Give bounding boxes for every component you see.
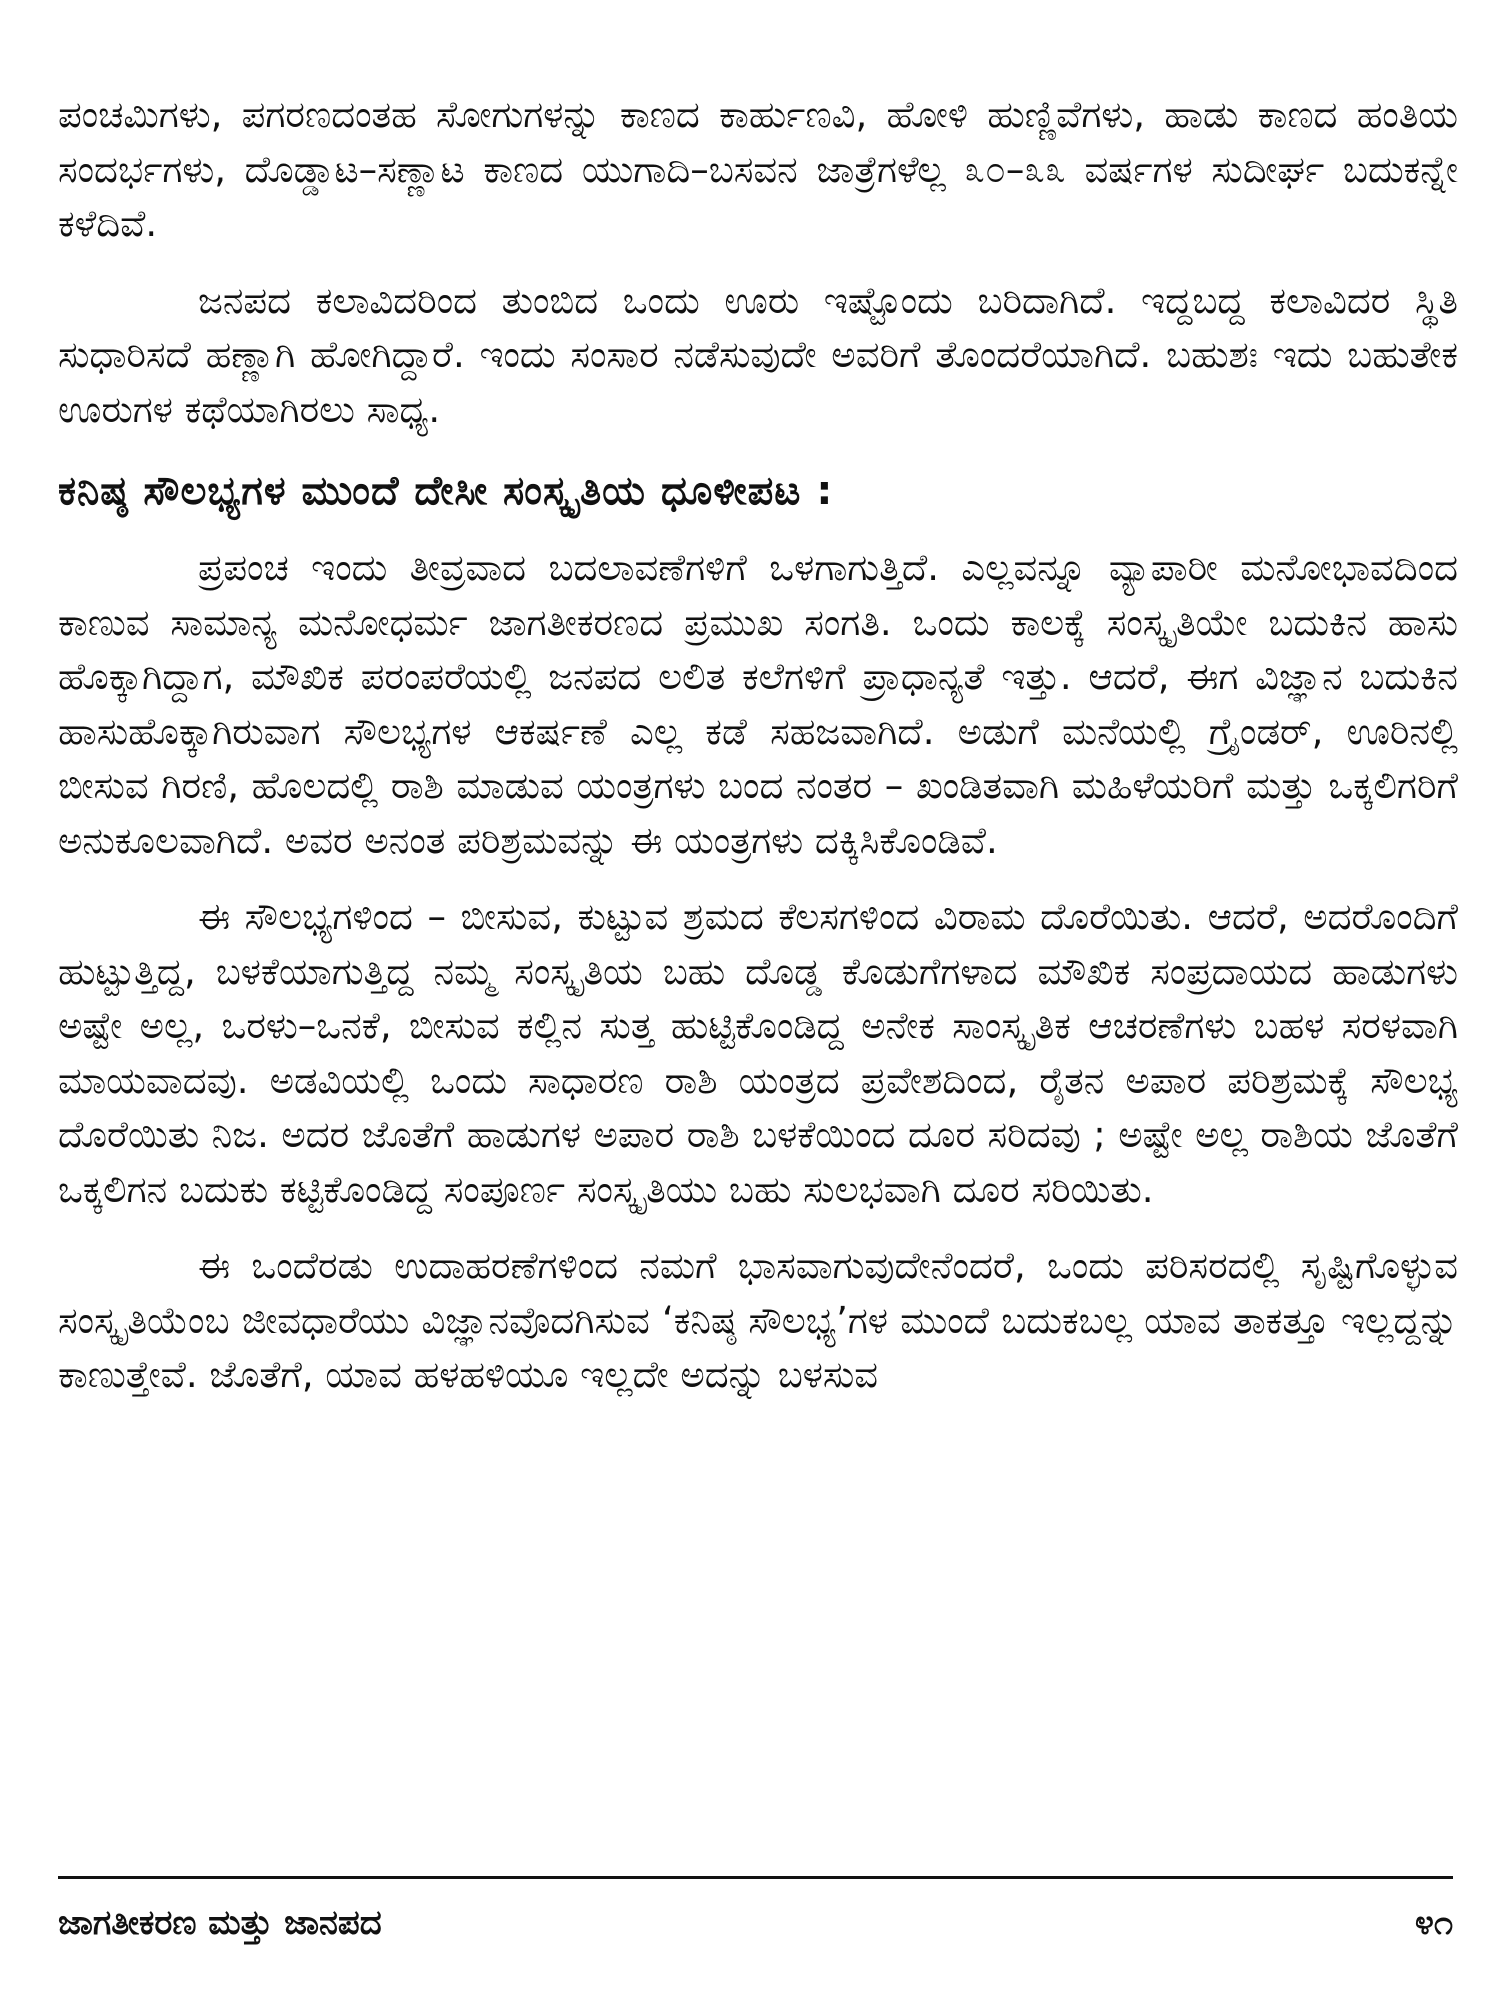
page-body: [58, 88, 1458, 1908]
paragraph-3: ಪ್ರಪಂಚ ಇಂದು ತೀವ್ರವಾದ ಬದಲಾವಣೆಗಳಿಗೆ ಒಳಗಾಗುತ್ತಿದೆ. ಎಲ್ಲವನ್ನೂ ವ್ಯಾಪಾರೀ ಮನೋಭಾವದಿಂದ ಕಾಣುವ ಸಾಮಾನ್ಯ ಮನೋಧರ್ಮ ಜಾಗತೀಕರಣದ ಪ್ರಮುಖ ಸಂಗತಿ. ಒಂದು ಕಾಲಕ್ಕೆ ಸಂಸ್ಕೃತಿಯೇ ಬದುಕಿನ ಹಾಸು ಹೊಕ್ಕಾಗಿದ್ದಾಗ, ಮೌಖಿಕ ಪರಂಪರೆಯಲ್ಲಿ ಜನಪದ ಲಲಿತ ಕಲೆಗಳಿಗೆ ಪ್ರಾಧಾನ್ಯತೆ ಇತ್ತು. ಆದರೆ, ಈಗ ವಿಜ್ಞಾನ ಬದುಕಿನ ಹಾಸುಹೊಕ್ಕಾಗಿರುವಾಗ ಸೌಲಭ್ಯಗಳ ಆಕರ್ಷಣೆ ಎಲ್ಲ ಕಡೆ ಸಹಜವಾಗಿದೆ. ಅಡುಗೆ ಮನೆಯಲ್ಲಿ ಗ್ರೈಂಡರ್, ಊರಿನಲ್ಲಿ ಬೀಸುವ ಗಿರಣಿ, ಹೊಲದಲ್ಲಿ ರಾಶಿ ಮಾಡುವ ಯಂತ್ರಗಳು ಬಂದ ನಂತರ – ಖಂಡಿತವಾಗಿ ಮಹಿಳೆಯರಿಗೆ ಮತ್ತು ಒಕ್ಕಲಿಗರಿಗೆ ಅನುಕೂಲವಾಗಿದೆ. ಅವರ ಅನಂತ ಪರಿಶ್ರಮವನ್ನು ಈ ಯಂತ್ರಗಳು ದಕ್ಕಿಸಿಕೊಂಡಿವೆ.: [58, 546, 1458, 862]
page-footer: [58, 1898, 1453, 1948]
page-number: ೪೧: [1414, 1903, 1453, 1943]
paragraph-1: ಪಂಚಮಿಗಳು, ಪಗರಣದಂತಹ ಸೋಗುಗಳನ್ನು ಕಾಣದ ಕಾರ್ಹುಣವಿ, ಹೋಳಿ ಹುಣ್ಣಿವೆಗಳು, ಹಾಡು ಕಾಣದ ಹಂತಿಯ ಸಂದರ್ಭಗಳು, ದೊಡ್ಡಾಟ–ಸಣ್ಣಾಟ ಕಾಣದ ಯುಗಾದಿ–ಬಸವನ ಜಾತ್ರೆಗಳೆಲ್ಲ ೩೦–೩೩ ವರ್ಷಗಳ ಸುದೀರ್ಘ ಬದುಕನ್ನೇ ಕಳೆದಿವೆ.: [58, 93, 1458, 245]
paragraph-5: ಈ ಒಂದೆರಡು ಉದಾಹರಣೆಗಳಿಂದ ನಮಗೆ ಭಾಸವಾಗುವುದೇನೆಂದರೆ, ಒಂದು ಪರಿಸರದಲ್ಲಿ ಸೃಷ್ಟಿಗೊಳ್ಳುವ ಸಂಸ್ಕೃತಿಯೆಂಬ ಜೀವಧಾರೆಯು ವಿಜ್ಞಾನವೊದಗಿಸುವ ‘ಕನಿಷ್ಠ ಸೌಲಭ್ಯ’ಗಳ ಮುಂದೆ ಬದುಕಬಲ್ಲ ಯಾವ ತಾಕತ್ತೂ ಇಲ್ಲದ್ದನ್ನು ಕಾಣುತ್ತೇವೆ. ಜೊತೆಗೆ, ಯಾವ ಹಳಹಳಿಯೂ ಇಲ್ಲದೇ ಅದನ್ನು ಬಳಸುವ: [58, 1244, 1458, 1396]
paragraph-4: ಈ ಸೌಲಭ್ಯಗಳಿಂದ – ಬೀಸುವ, ಕುಟ್ಟುವ ಶ್ರಮದ ಕೆಲಸಗಳಿಂದ ವಿರಾಮ ದೊರೆಯಿತು. ಆದರೆ, ಅದರೊಂದಿಗೆ ಹುಟ್ಟುತ್ತಿದ್ದ, ಬಳಕೆಯಾಗುತ್ತಿದ್ದ ನಮ್ಮ ಸಂಸ್ಕೃತಿಯ ಬಹು ದೊಡ್ಡ ಕೊಡುಗೆಗಳಾದ ಮೌಖಿಕ ಸಂಪ್ರದಾಯದ ಹಾಡುಗಳು ಅಷ್ಟೇ ಅಲ್ಲ, ಒರಳು–ಒನಕೆ, ಬೀಸುವ ಕಲ್ಲಿನ ಸುತ್ತ ಹುಟ್ಟಿಕೊಂಡಿದ್ದ ಅನೇಕ ಸಾಂಸ್ಕೃತಿಕ ಆಚರಣೆಗಳು ಬಹಳ ಸರಳವಾಗಿ ಮಾಯವಾದವು. ಅಡವಿಯಲ್ಲಿ ಒಂದು ಸಾಧಾರಣ ರಾಶಿ ಯಂತ್ರದ ಪ್ರವೇಶದಿಂದ, ರೈತನ ಅಪಾರ ಪರಿಶ್ರಮಕ್ಕೆ ಸೌಲಭ್ಯ ದೊರೆಯಿತು ನಿಜ. ಅದರ ಜೊತೆಗೆ ಹಾಡುಗಳ ಅಪಾರ ರಾಶಿ ಬಳಕೆಯಿಂದ ದೂರ ಸರಿದವು ; ಅಷ್ಟೇ ಅಲ್ಲ ರಾಶಿಯ ಜೊತೆಗೆ ಒಕ್ಕಲಿಗನ ಬದುಕು ಕಟ್ಟಿಕೊಂಡಿದ್ದ ಸಂಪೂರ್ಣ ಸಂಸ್ಕೃತಿಯು ಬಹು ಸುಲಭವಾಗಿ ದೂರ ಸರಿಯಿತು.: [58, 895, 1458, 1211]
footer-divider: [58, 1876, 1453, 1879]
footer-book-title: ಜಾಗತೀಕರಣ ಮತ್ತು ಜಾನಪದ: [58, 1903, 382, 1943]
section-heading: ಕನಿಷ್ಠ ಸೌಲಭ್ಯಗಳ ಮುಂದೆ ದೇಸೀ ಸಂಸ್ಕೃತಿಯ ಧೂಳೀಪಟ :: [58, 468, 834, 514]
paragraph-2: ಜನಪದ ಕಲಾವಿದರಿಂದ ತುಂಬಿದ ಒಂದು ಊರು ಇಷ್ಟೊಂದು ಬರಿದಾಗಿದೆ. ಇದ್ದಬದ್ದ ಕಲಾವಿದರ ಸ್ಥಿತಿ ಸುಧಾರಿಸದೆ ಹಣ್ಣಾಗಿ ಹೋಗಿದ್ದಾರೆ. ಇಂದು ಸಂಸಾರ ನಡೆಸುವುದೇ ಅವರಿಗೆ ತೊಂದರೆಯಾಗಿದೆ. ಬಹುಶಃ ಇದು ಬಹುತೇಕ ಊರುಗಳ ಕಥೆಯಾಗಿರಲು ಸಾಧ್ಯ.: [58, 278, 1458, 431]
